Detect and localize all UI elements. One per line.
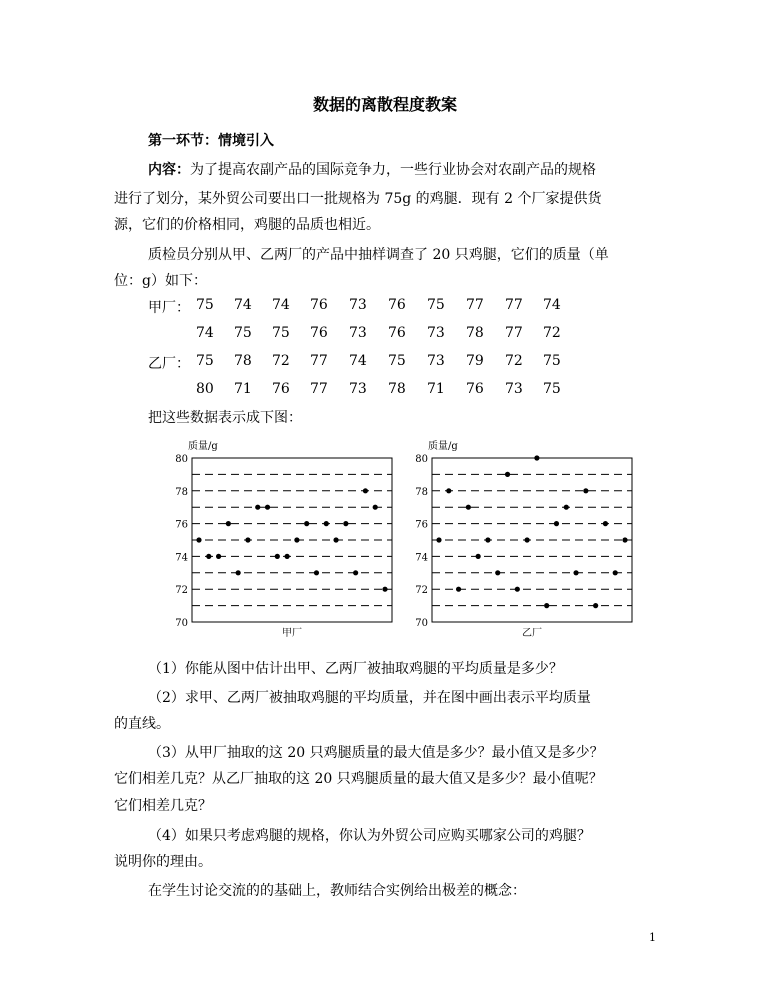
data-point	[196, 537, 201, 542]
x-axis-label: 乙厂	[522, 628, 542, 639]
data-cell: 74	[234, 297, 252, 313]
data-cell: 75	[543, 353, 561, 369]
data-point	[255, 505, 260, 510]
content-label: 内容：	[148, 162, 190, 178]
section-heading: 第一环节：情境引入	[148, 133, 274, 149]
paragraph-1-line-2: 进行了划分，某外贸公司要出口一批规格为 75g 的鸡腿．现有 2 个厂家提供货	[114, 191, 602, 207]
data-point	[206, 554, 211, 559]
data-cell: 76	[310, 297, 328, 313]
data-point	[593, 603, 598, 608]
data-cell: 78	[388, 381, 406, 397]
data-point	[515, 587, 520, 592]
data-point	[613, 570, 618, 575]
paragraph-1-line-3: 源，它们的价格相同，鸡腿的品质也相近。	[114, 217, 380, 233]
data-point	[573, 570, 578, 575]
data-cell: 75	[196, 297, 214, 313]
data-point	[495, 570, 500, 575]
question-1: （1）你能从图中估计出甲、乙两厂被抽取鸡腿的平均质量是多少？	[148, 661, 563, 677]
data-point	[343, 521, 348, 526]
closing-paragraph: 在学生讨论交流的的基础上，教师结合实例给出极差的概念：	[148, 883, 526, 899]
data-point	[622, 537, 627, 542]
data-point	[245, 537, 250, 542]
x-axis-label: 甲厂	[282, 628, 302, 639]
data-point	[216, 554, 221, 559]
y-tick-label: 74	[415, 552, 428, 564]
data-point	[456, 587, 461, 592]
data-point	[314, 570, 319, 575]
question-3-line-2: 它们相差几克？从乙厂抽取的这 20 只鸡腿质量的最大值又是多少？最小值呢？	[114, 771, 603, 787]
question-4-line-2: 说明你的理由。	[114, 854, 212, 870]
data-cell: 75	[234, 325, 252, 341]
data-point	[333, 537, 338, 542]
data-point	[285, 554, 290, 559]
chart-1	[175, 439, 392, 639]
data-cell: 73	[505, 381, 523, 397]
data-point	[603, 521, 608, 526]
question-3-line-3: 它们相差几克？	[114, 798, 212, 814]
question-2-line-2: 的直线。	[114, 716, 170, 732]
paragraph-2-line-1: 质检员分别从甲、乙两厂的产品中抽样调查了 20 只鸡腿，它们的质量（单	[148, 247, 609, 263]
data-point	[226, 521, 231, 526]
y-tick-label: 72	[175, 585, 188, 597]
data-cell: 80	[196, 381, 214, 397]
figure-intro: 把这些数据表示成下图：	[148, 410, 302, 426]
paragraph-2-line-2: 位：g）如下：	[114, 273, 207, 289]
data-point	[265, 505, 270, 510]
data-point	[544, 603, 549, 608]
data-cell: 77	[310, 353, 328, 369]
data-cell: 75	[543, 381, 561, 397]
y-tick-label: 80	[175, 454, 188, 465]
page-title: 数据的离散程度教案	[312, 95, 457, 114]
data-cell: 75	[427, 297, 445, 313]
y-tick-label: 70	[175, 618, 188, 629]
y-tick-label: 76	[175, 519, 188, 531]
data-point	[485, 537, 490, 542]
data-point	[554, 521, 559, 526]
data-cell: 76	[272, 381, 290, 397]
data-cell: 79	[466, 353, 484, 369]
data-point	[466, 505, 471, 510]
data-point	[294, 537, 299, 542]
data-cell: 76	[388, 297, 406, 313]
yi-label: 乙厂：	[148, 356, 190, 372]
data-cell: 77	[505, 325, 523, 341]
data-cell: 76	[310, 325, 328, 341]
data-point	[583, 488, 588, 493]
data-point	[324, 521, 329, 526]
y-tick-label: 78	[415, 486, 428, 498]
data-cell: 77	[310, 381, 328, 397]
data-point	[275, 554, 280, 559]
data-point	[446, 488, 451, 493]
question-2-line-1: （2）求甲、乙两厂被抽取鸡腿的平均质量，并在图中画出表示平均质量	[148, 690, 591, 706]
data-cell: 78	[466, 325, 484, 341]
y-tick-label: 74	[175, 552, 188, 564]
question-4-line-1: （4）如果只考虑鸡腿的规格，你认为外贸公司应购买哪家公司的鸡腿？	[148, 828, 591, 844]
chart-2	[415, 439, 632, 639]
data-point	[353, 570, 358, 575]
question-3-line-1: （3）从甲厂抽取的这 20 只鸡腿质量的最大值是多少？最小值又是多少？	[148, 745, 604, 761]
data-cell: 71	[234, 381, 252, 397]
y-axis-label: 质量/g	[428, 441, 458, 452]
data-point	[534, 455, 539, 460]
data-cell: 74	[349, 353, 367, 369]
page-number: 1	[649, 931, 656, 944]
data-point	[373, 505, 378, 510]
data-cell: 73	[349, 297, 367, 313]
data-point	[564, 505, 569, 510]
data-cell: 77	[466, 297, 484, 313]
data-cell: 75	[196, 353, 214, 369]
jia-label: 甲厂：	[148, 300, 190, 316]
y-tick-label: 76	[415, 519, 428, 531]
data-cell: 73	[349, 381, 367, 397]
data-cell: 72	[543, 325, 561, 341]
y-axis-label: 质量/g	[188, 441, 218, 452]
y-tick-label: 78	[175, 486, 188, 498]
data-cell: 73	[427, 325, 445, 341]
data-cell: 72	[505, 353, 523, 369]
data-point	[236, 570, 241, 575]
data-cell: 74	[272, 297, 290, 313]
y-tick-label: 70	[415, 618, 428, 629]
data-cell: 77	[505, 297, 523, 313]
data-point	[505, 472, 510, 477]
data-cell: 71	[427, 381, 445, 397]
data-cell: 73	[427, 353, 445, 369]
data-cell: 76	[466, 381, 484, 397]
data-cell: 75	[272, 325, 290, 341]
data-point	[525, 537, 530, 542]
data-point	[382, 587, 387, 592]
data-cell: 74	[196, 325, 214, 341]
data-cell: 76	[388, 325, 406, 341]
data-cell: 78	[234, 353, 252, 369]
data-point	[436, 537, 441, 542]
data-point	[476, 554, 481, 559]
paragraph-1-text: 为了提高农副产品的国际竞争力，一些行业协会对农副产品的规格	[190, 162, 596, 178]
data-cell: 75	[388, 353, 406, 369]
data-cell: 72	[272, 353, 290, 369]
y-tick-label: 72	[415, 585, 428, 597]
data-cell: 73	[349, 325, 367, 341]
data-cell: 74	[543, 297, 561, 313]
y-tick-label: 80	[415, 454, 428, 465]
data-point	[304, 521, 309, 526]
data-point	[363, 488, 368, 493]
